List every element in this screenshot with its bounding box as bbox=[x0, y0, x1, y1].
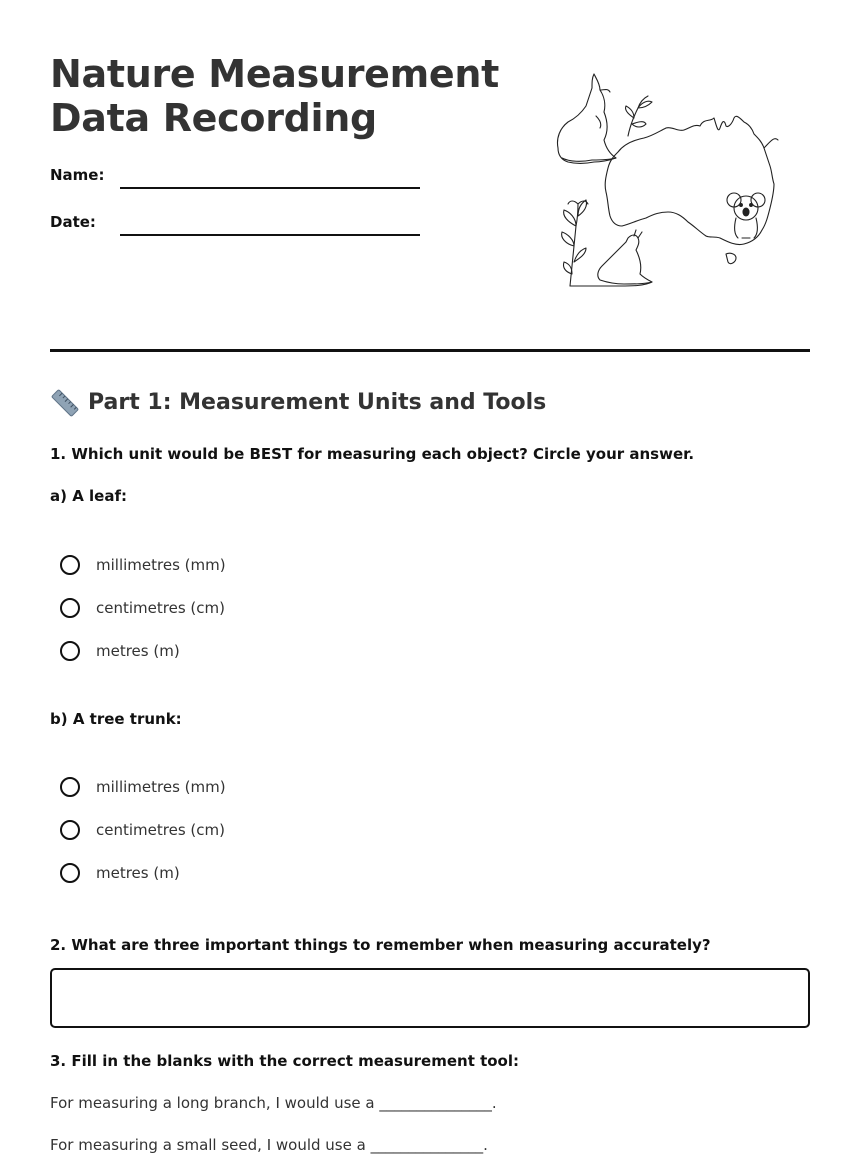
section-divider bbox=[50, 349, 810, 352]
q1a-option-cm[interactable] bbox=[60, 595, 225, 621]
name-field[interactable] bbox=[120, 187, 420, 189]
radio-circle[interactable] bbox=[60, 777, 80, 797]
name-label: Name: bbox=[50, 166, 105, 184]
ruler-icon bbox=[50, 388, 80, 418]
australia-animals-illustration bbox=[548, 66, 788, 296]
radio-circle[interactable] bbox=[60, 820, 80, 840]
option-label: millimetres (mm) bbox=[96, 556, 226, 574]
radio-circle[interactable] bbox=[60, 641, 80, 661]
part1-heading-text: Part 1: Measurement Units and Tools bbox=[88, 390, 547, 415]
option-label: metres (m) bbox=[96, 642, 180, 660]
fill-in-sentence-1[interactable]: For measuring a long branch, I would use a _______________. bbox=[50, 1094, 497, 1112]
radio-circle[interactable] bbox=[60, 863, 80, 883]
question-3-prompt: 3. Fill in the blanks with the correct measurement tool: bbox=[50, 1052, 520, 1070]
radio-circle[interactable] bbox=[60, 598, 80, 618]
option-label: millimetres (mm) bbox=[96, 778, 226, 796]
q1a-option-m[interactable] bbox=[60, 638, 180, 664]
fill-in-sentence-2[interactable]: For measuring a small seed, I would use a _______________. bbox=[50, 1136, 488, 1154]
title-line-1: Nature Measurement bbox=[50, 52, 500, 96]
question-1a-label: a) A leaf: bbox=[50, 487, 127, 505]
part1-heading bbox=[50, 386, 546, 420]
option-label: metres (m) bbox=[96, 864, 180, 882]
question-1b-label: b) A tree trunk: bbox=[50, 710, 182, 728]
option-label: centimetres (cm) bbox=[96, 821, 225, 839]
question-2-answer-box[interactable] bbox=[50, 968, 810, 1028]
title-line-2: Data Recording bbox=[50, 96, 377, 140]
date-label: Date: bbox=[50, 213, 96, 231]
q1b-option-cm[interactable] bbox=[60, 817, 225, 843]
question-1-prompt: 1. Which unit would be BEST for measuring each object? Circle your answer. bbox=[50, 445, 695, 463]
question-2-prompt: 2. What are three important things to remember when measuring accurately? bbox=[50, 936, 711, 954]
date-field[interactable] bbox=[120, 234, 420, 236]
option-label: centimetres (cm) bbox=[96, 599, 225, 617]
q1b-option-mm[interactable] bbox=[60, 774, 226, 800]
q1a-option-mm[interactable] bbox=[60, 552, 226, 578]
q1b-option-m[interactable] bbox=[60, 860, 180, 886]
page-title bbox=[50, 52, 499, 140]
radio-circle[interactable] bbox=[60, 555, 80, 575]
